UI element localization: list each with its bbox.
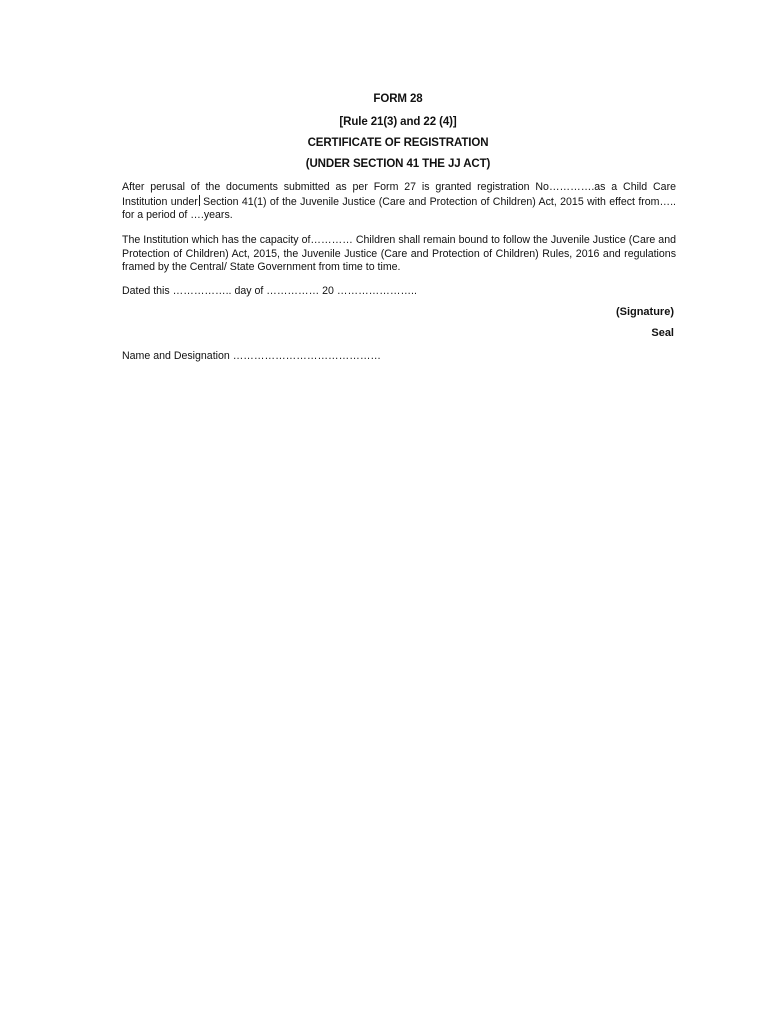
rule-reference: [Rule 21(3) and 22 (4)]: [339, 116, 457, 128]
certificate-title: CERTIFICATE OF REGISTRATION: [307, 137, 489, 149]
certificate-subtitle: (UNDER SECTION 41 THE JJ ACT): [305, 158, 491, 170]
registration-paragraph: [122, 181, 676, 223]
obligation-paragraph: The Institution which has the capacity of………… Children shall remain bound to follow the Juvenile Justice (Care and Protection of Children) Act, 2015, the Juvenile Justice (Care and Protection of Children) Rules, 2016 and regulations framed by the Central/ State Government from time to time.: [122, 234, 676, 273]
name-designation-line: Name and Designation ……………………………………: [122, 350, 382, 362]
form-number: FORM 28: [373, 93, 423, 105]
registration-paragraph-part1: After perusal of the documents submitted as per Form 27 is granted registration No………….as a Child Care Institution under: [122, 181, 676, 208]
dated-line: Dated this …………….. day of …………… 20 …………………..: [122, 285, 417, 297]
seal-label: Seal: [651, 327, 674, 339]
signature-label: (Signature): [615, 306, 674, 318]
registration-paragraph-part2: Section 41(1) of the Juvenile Justice (Care and Protection of Children) Act, 2015 with effect from….. for a period of ….years.: [122, 195, 676, 221]
